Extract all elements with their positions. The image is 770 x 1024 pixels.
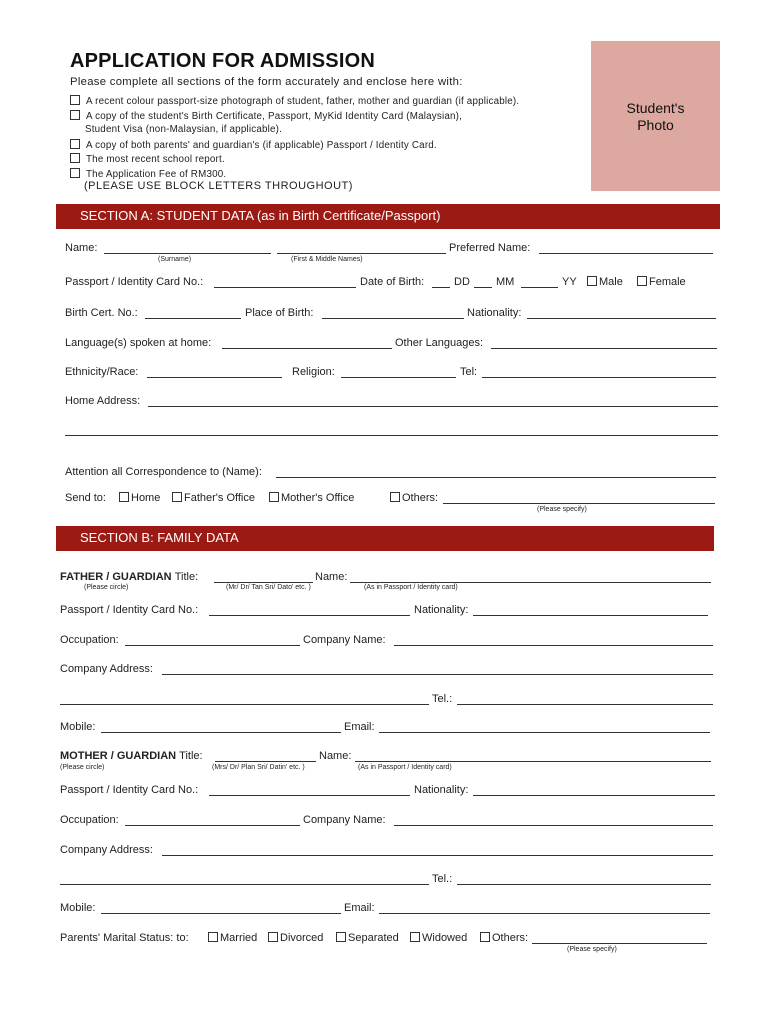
mother-title-label: Title: xyxy=(179,750,203,762)
father-name-label: Name: xyxy=(315,571,348,583)
requirement-item xyxy=(70,110,462,122)
mother-nationality-field[interactable] xyxy=(473,795,715,796)
father-occupation-field[interactable] xyxy=(125,645,300,646)
religion-field[interactable] xyxy=(341,377,456,378)
mother-company-address-field[interactable] xyxy=(162,855,713,856)
father-company-name-label: Company Name: xyxy=(303,634,386,646)
marital-others-field[interactable] xyxy=(532,943,707,944)
surname-field[interactable] xyxy=(104,253,271,254)
mother-title-field[interactable] xyxy=(215,761,316,762)
tel-field[interactable] xyxy=(482,377,716,378)
send-home-option[interactable]: Home xyxy=(119,492,160,504)
father-company-address-label: Company Address: xyxy=(60,663,153,675)
birth-cert-field[interactable] xyxy=(145,318,241,319)
student-photo-label: Student's Photo xyxy=(626,100,685,133)
dob-year-field[interactable] xyxy=(521,287,558,288)
father-email-field[interactable] xyxy=(379,732,710,733)
preferred-name-label: Preferred Name: xyxy=(449,242,531,254)
checkbox-icon[interactable] xyxy=(480,932,490,942)
dob-month-field[interactable] xyxy=(474,287,492,288)
other-languages-field[interactable] xyxy=(491,348,717,349)
father-label: FATHER / GUARDIAN xyxy=(60,571,172,583)
father-tel-field[interactable] xyxy=(457,704,713,705)
checkbox-icon[interactable] xyxy=(70,110,80,120)
mother-title-row xyxy=(60,750,203,762)
father-mobile-label: Mobile: xyxy=(60,721,96,733)
checkbox-icon[interactable] xyxy=(268,932,278,942)
page-title: APPLICATION FOR ADMISSION xyxy=(70,50,375,72)
home-address-field[interactable] xyxy=(148,406,718,407)
marital-others-option[interactable]: Others: xyxy=(480,932,528,944)
mother-nationality-label: Nationality: xyxy=(414,784,469,796)
mother-label: MOTHER / GUARDIAN xyxy=(60,750,177,762)
requirement-text: The most recent school report. xyxy=(86,154,225,165)
section-a-header: SECTION A: STUDENT DATA (as in Birth Certificate/Passport) xyxy=(56,204,720,229)
mother-mobile-label: Mobile: xyxy=(60,902,96,914)
name-label: Name: xyxy=(65,242,98,254)
dob-day-field[interactable] xyxy=(432,287,450,288)
checkbox-icon[interactable] xyxy=(70,168,80,178)
send-to-label: Send to: xyxy=(65,492,106,504)
father-please-circle: (Please circle) xyxy=(84,584,129,591)
send-mother-option[interactable]: Mother's Office xyxy=(269,492,354,504)
requirement-text: A recent colour passport-size photograph of student, father, mother and guardian (if applicable). xyxy=(86,96,520,107)
checkbox-icon[interactable] xyxy=(70,95,80,105)
widowed-option[interactable]: Widowed xyxy=(410,932,467,944)
send-father-option[interactable]: Father's Office xyxy=(172,492,255,504)
father-title-field[interactable] xyxy=(214,582,313,583)
requirement-item xyxy=(70,168,226,180)
checkbox-icon[interactable] xyxy=(390,492,400,502)
mother-company-name-label: Company Name: xyxy=(303,814,386,826)
send-others-field[interactable] xyxy=(443,503,715,504)
requirement-text: A copy of the student's Birth Certificate, Passport, MyKid Identity Card (Malaysian), xyxy=(86,111,463,122)
attention-field[interactable] xyxy=(276,477,716,478)
dd-label: DD xyxy=(454,276,470,288)
mother-tel-field[interactable] xyxy=(457,884,711,885)
nationality-field[interactable] xyxy=(527,318,716,319)
other-languages-label: Other Languages: xyxy=(395,337,484,349)
mother-name-field[interactable] xyxy=(355,761,711,762)
requirement-item xyxy=(70,95,519,107)
requirement-continuation: Student Visa (non-Malaysian, if applicable). xyxy=(85,124,283,135)
father-title-row xyxy=(60,571,198,583)
home-address-label: Home Address: xyxy=(65,395,141,407)
section-b-header: SECTION B: FAMILY DATA xyxy=(56,526,714,551)
place-of-birth-label: Place of Birth: xyxy=(245,307,314,319)
passport-label: Passport / Identity Card No.: xyxy=(65,276,204,288)
first-middle-hint: (First & Middle Names) xyxy=(291,256,363,263)
requirement-text: The Application Fee of RM300. xyxy=(86,169,227,180)
father-nationality-field[interactable] xyxy=(473,615,708,616)
male-option[interactable]: Male xyxy=(587,276,623,288)
checkbox-icon[interactable] xyxy=(208,932,218,942)
languages-label: Language(s) spoken at home: xyxy=(65,337,212,349)
intro-text: Please complete all sections of the form accurately and enclose here with: xyxy=(70,76,463,88)
requirement-item xyxy=(70,139,437,151)
mother-name-label: Name: xyxy=(319,750,352,762)
marital-please-specify: (Please specify) xyxy=(567,946,617,953)
father-title-label: Title: xyxy=(174,571,199,583)
father-email-label: Email: xyxy=(344,721,375,733)
father-company-address-field[interactable] xyxy=(162,674,713,675)
checkbox-icon[interactable] xyxy=(119,492,129,502)
mother-email-label: Email: xyxy=(344,902,375,914)
home-address-field-line2[interactable] xyxy=(65,435,718,436)
father-passport-field[interactable] xyxy=(209,615,410,616)
mother-company-address-label: Company Address: xyxy=(60,844,153,856)
checkbox-icon[interactable] xyxy=(269,492,279,502)
father-name-hint: (As in Passport / Identity card) xyxy=(364,584,458,591)
mm-label: MM xyxy=(496,276,515,288)
checkbox-icon[interactable] xyxy=(70,139,80,149)
ethnicity-field[interactable] xyxy=(147,377,282,378)
languages-field[interactable] xyxy=(222,348,392,349)
tel-label: Tel: xyxy=(460,366,478,378)
mother-passport-label: Passport / Identity Card No.: xyxy=(60,784,199,796)
dob-label: Date of Birth: xyxy=(360,276,425,288)
checkbox-icon[interactable] xyxy=(70,153,80,163)
nationality-label: Nationality: xyxy=(467,307,522,319)
father-company-address-field-line2[interactable] xyxy=(60,704,429,705)
send-others-option[interactable]: Others: xyxy=(390,492,438,504)
father-tel-label: Tel.: xyxy=(432,693,453,705)
father-passport-label: Passport / Identity Card No.: xyxy=(60,604,199,616)
checkbox-icon[interactable] xyxy=(587,276,597,286)
checkbox-icon[interactable] xyxy=(637,276,647,286)
requirement-text: A copy of both parents' and guardian's (if applicable) Passport / Identity Card. xyxy=(86,140,437,151)
mother-titles-hint: (Mrs/ Dr/ Plan Sri/ Datin' etc. ) xyxy=(212,764,305,771)
birth-cert-label: Birth Cert. No.: xyxy=(65,307,138,319)
please-specify-hint: (Please specify) xyxy=(537,506,587,513)
attention-label: Attention all Correspondence to (Name): xyxy=(65,466,262,478)
surname-hint: (Surname) xyxy=(158,256,192,263)
mother-name-hint: (As in Passport / Identity card) xyxy=(358,764,452,771)
religion-label: Religion: xyxy=(292,366,335,378)
mother-company-address-field-line2[interactable] xyxy=(60,884,429,885)
first-middle-field[interactable] xyxy=(277,253,446,254)
requirement-item xyxy=(70,153,225,165)
mother-please-circle: (Please circle) xyxy=(60,764,105,771)
place-of-birth-field[interactable] xyxy=(322,318,464,319)
female-option[interactable]: Female xyxy=(637,276,686,288)
father-mobile-field[interactable] xyxy=(101,732,341,733)
mother-tel-label: Tel.: xyxy=(432,873,453,885)
separated-option[interactable]: Separated xyxy=(336,932,399,944)
preferred-name-field[interactable] xyxy=(539,253,713,254)
mother-occupation-field[interactable] xyxy=(125,825,300,826)
marital-status-label: Parents' Marital Status: to: xyxy=(60,932,189,944)
mother-company-name-field[interactable] xyxy=(394,825,713,826)
block-letters-note: (PLEASE USE BLOCK LETTERS THROUGHOUT) xyxy=(84,180,353,192)
mother-mobile-field[interactable] xyxy=(101,913,341,914)
father-name-field[interactable] xyxy=(350,582,711,583)
father-company-name-field[interactable] xyxy=(394,645,713,646)
ethnicity-label: Ethnicity/Race: xyxy=(65,366,139,378)
checkbox-icon[interactable] xyxy=(336,932,346,942)
mother-passport-field[interactable] xyxy=(209,795,410,796)
father-occupation-label: Occupation: xyxy=(60,634,119,646)
yy-label: YY xyxy=(562,276,577,288)
father-titles-hint: (Mr/ Dr/ Tan Sri/ Dato' etc. ) xyxy=(226,584,311,591)
passport-field[interactable] xyxy=(214,287,356,288)
checkbox-icon[interactable] xyxy=(410,932,420,942)
father-nationality-label: Nationality: xyxy=(414,604,469,616)
married-option[interactable]: Married xyxy=(208,932,257,944)
checkbox-icon[interactable] xyxy=(172,492,182,502)
mother-email-field[interactable] xyxy=(379,913,710,914)
divorced-option[interactable]: Divorced xyxy=(268,932,323,944)
mother-occupation-label: Occupation: xyxy=(60,814,119,826)
